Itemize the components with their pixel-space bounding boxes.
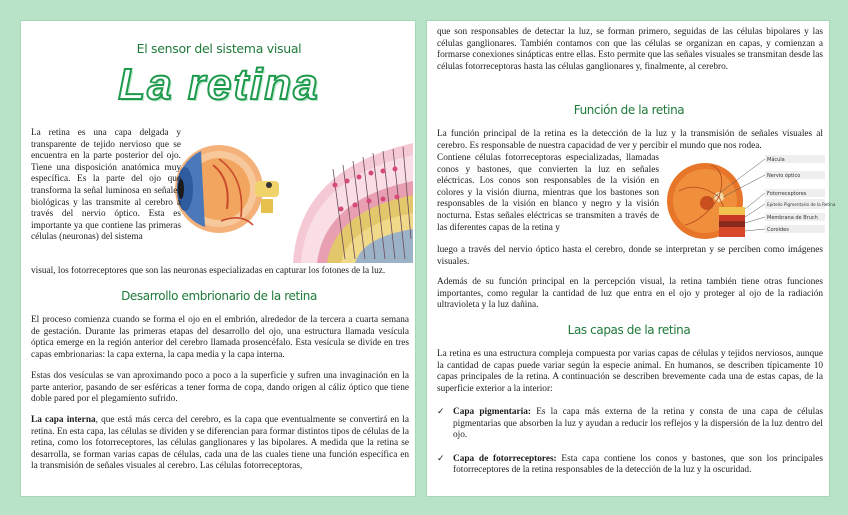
layers-paragraph: La retina es una estructura compleja compuesta por varias capas de células y tejidos nerviosos, aunque la cantidad de capas puede variar según la especie animal. En humanos, se describen típicamente 10 capas principales de la retina. A continuación se describen brevemente cada una de estas capas, de la superficie exterior a la interior:: [437, 349, 823, 394]
intro-paragraph-tail: visual, los fotorreceptores que son las neuronas especializadas en capturar los fotones de la luz.: [31, 266, 386, 276]
retina-layers-illustration: [283, 129, 413, 263]
development-paragraph-2: Estas dos vesículas se van aproximando poco a poco a la superficie y sufren una invaginación en la parte anterior, pasando de ser esféricas a tener forma de copa, dando origen al cáliz óptico que tiene doble pared por el plegamiento sufrido.: [31, 371, 409, 405]
retina-structure-diagram: [667, 151, 836, 247]
label-rpe: Epitelio Pigmentario de la Retina: [767, 202, 836, 207]
layers-list: [437, 407, 823, 489]
left-column: [20, 20, 416, 497]
heading-layers: Las capas de la retina: [567, 323, 691, 337]
label-bruch-membrane: Membrana de Bruch: [767, 215, 818, 221]
checkmark-icon: ✓: [437, 453, 445, 464]
label-choroid: Coroides: [767, 227, 789, 233]
function-paragraph-1b: Contiene células fotorreceptoras especializadas, llamadas conos y bastones, que convierten la luz en señales eléctricas. Los conos son responsables de la visión en colores y la visión diurna, mientras que los bastones son responsables de la visión en blanco y negro y la visión nocturna. Estas señales eléctricas se transmiten a través de las diferentes capas de la retina y: [437, 153, 659, 233]
heading-function: Función de la retina: [573, 103, 685, 117]
function-paragraph-1c: luego a través del nervio óptico hasta el cerebro, donde se interpretan y se perciben como imágenes visuales.: [437, 245, 823, 267]
list-item: ✓ Capa pigmentaria: Es la capa más externa de la retina y consta de una capa de células pigmentarias que absorben la luz y ayudan a reducir los reflejos y la dispersión de la luz dentro del ojo.: [437, 407, 823, 441]
heading-development: Desarrollo embrionario de la retina: [121, 289, 317, 303]
label-optic-nerve: Nervio óptico: [767, 173, 801, 179]
subtitle: El sensor del sistema visual: [136, 41, 302, 56]
intro-paragraph: La retina es una capa delgada y transparente de tejido nervioso que se encuentra en la parte posterior del ojo. Tiene una disposición anatómica muy específica. Es la parte del ojo que transforma la señal luminosa en señales biológicas y las transmite al cerebro a través del nervio óptico. Esta es importante ya que contiene las primeras células (neuronas) del sistema: [31, 128, 181, 243]
function-paragraph-2: Además de su función principal en la percepción visual, la retina también tiene otras funciones importantes, como regular la cantidad de luz que entra en el ojo y proteger al ojo de la radiación ultravioleta y la luz dañina.: [437, 277, 823, 311]
term-inner-layer: La capa interna: [31, 415, 96, 425]
checkmark-icon: ✓: [437, 407, 445, 417]
label-photoreceptors: Fotorreceptores: [767, 191, 807, 197]
term-pigment-layer: Capa pigmentaria:: [453, 407, 532, 417]
page-title: La retina: [118, 60, 320, 109]
right-column: [426, 20, 836, 497]
list-item: ✓ Capa de fotorreceptores: Esta capa contiene los conos y bastones, que son los principales fotorreceptores de la retina responsables de la detección de la luz y la oscuridad.: [437, 453, 823, 476]
development-paragraph-3: La capa interna, que está más cerca del cerebro, es la capa que eventualmente se convertirá en la retina. En esta capa, las células se dividen y se diferencian para formar distintos tipos de células de la retina, como los fotorreceptores, las células ganglionares y las bipolares. A medida que la retina se desarrolla, se forman varias capas de células, cada una de las cuales tiene una función específica en la transmisión de señales visuales al cerebro. Las células fotorreceptoras,: [31, 415, 410, 472]
function-paragraph-1a: La función principal de la retina es la detección de la luz y la transmisión de señales visuales al cerebro. Es responsable de nuestra capacidad de ver y percibir el mundo que nos rodea.: [437, 129, 823, 151]
continuation-paragraph: que son responsables de detectar la luz, se forman primero, seguidas de las células bipolares y las células ganglionares. También contamos con que las células se organizan en capas, y comienzan a formarse conexiones sinápticas entre ellas. Esto permite que las señales visuales se transmitan desde las células fotorreceptoras hasta las células ganglionares y, finalmente, al cerebro.: [437, 27, 823, 72]
label-macula: Mácula: [767, 157, 785, 163]
term-photoreceptor-layer: Capa de fotorreceptores:: [453, 453, 557, 464]
development-paragraph-1: El proceso comienza cuando se forma el ojo en el embrión, alrededor de la tercera a cuarta semana de gestación. Durante las primeras etapas del desarrollo del ojo, una estructura llamada vesícula óptica emerge en la región anterior del cerebro llamada prosencéfalo. Esta vesícula se divide en tres capas embrionarias: la capa externa, la capa media y la capa interna.: [31, 315, 409, 360]
